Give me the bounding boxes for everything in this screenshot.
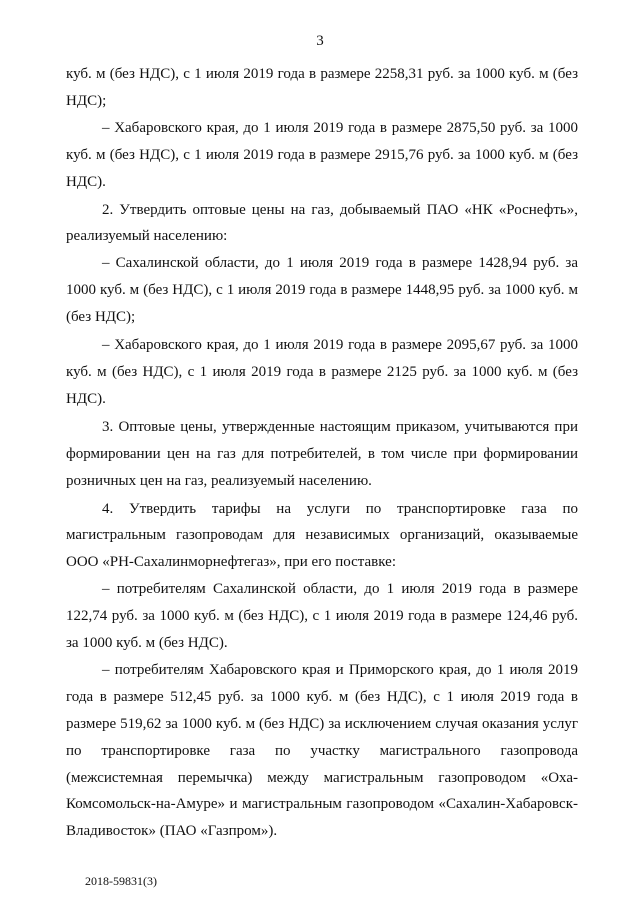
document-footer-code: 2018-59831(3) bbox=[85, 874, 157, 888]
paragraph-sakhalin-consumers: – потребителям Сахалинской области, до 1 июля 2019 года в размере 122,74 руб. за 1000 куб. м (без НДС), с 1 июля 2019 года в размере 124,46 руб. за 1000 куб. м (без НДС). bbox=[66, 581, 578, 652]
paragraph-item-4: 4. Утвердить тарифы на услуги по транспортировке газа по магистральным газопроводам для независимых организаций, оказываемые ООО «РН-Сахалинморнефтегаз», при его поставке: bbox=[66, 500, 578, 571]
paragraph-item-3: 3. Оптовые цены, утвержденные настоящим приказом, учитываются при формировании цен на газ для потребителей, в том числе при формировании розничных цен на газ, реализуемый населению. bbox=[66, 418, 578, 489]
paragraph-continuation: куб. м (без НДС), с 1 июля 2019 года в размере 2258,31 руб. за 1000 куб. м (без НДС); bbox=[66, 66, 578, 109]
paragraph-khabarovsk-tariff: – Хабаровского края, до 1 июля 2019 года в размере 2875,50 руб. за 1000 куб. м (без НДС), с 1 июля 2019 года в размере 2915,76 руб. за 1000 куб. м (без НДС). bbox=[66, 119, 578, 190]
paragraph-item-2: 2. Утвердить оптовые цены на газ, добываемый ПАО «НК «Роснефть», реализуемый населению: bbox=[66, 201, 578, 245]
paragraph-sakhalin-population: – Сахалинской области, до 1 июля 2019 года в размере 1428,94 руб. за 1000 куб. м (без НДС), с 1 июля 2019 года в размере 1448,95 руб. за 1000 куб. м (без НДС); bbox=[66, 255, 578, 326]
page-number: 3 bbox=[316, 33, 324, 49]
document-body bbox=[66, 61, 578, 845]
paragraph-khabarovsk-population: – Хабаровского края, до 1 июля 2019 года в размере 2095,67 руб. за 1000 куб. м (без НДС), с 1 июля 2019 года в размере 2125 руб. за 1000 куб. м (без НДС). bbox=[66, 337, 578, 407]
paragraph-khabarovsk-primorsky-consumers: – потребителям Хабаровского края и Приморского края, до 1 июля 2019 года в размере 512,45 руб. за 1000 куб. м (без НДС), с 1 июля 2019 года в размере 519,62 за 1000 куб. м (без НДС) за исключением случая оказания услуг по транспортировке газа по участку магистрального газопровода (межсистемная перемычка) между магистральным газопроводом «Оха-Комсомольск-на-Амуре» и магистральным газопроводом «Сахалин-Хабаровск-Владивосток» (ПАО «Газпром»). bbox=[66, 661, 578, 840]
